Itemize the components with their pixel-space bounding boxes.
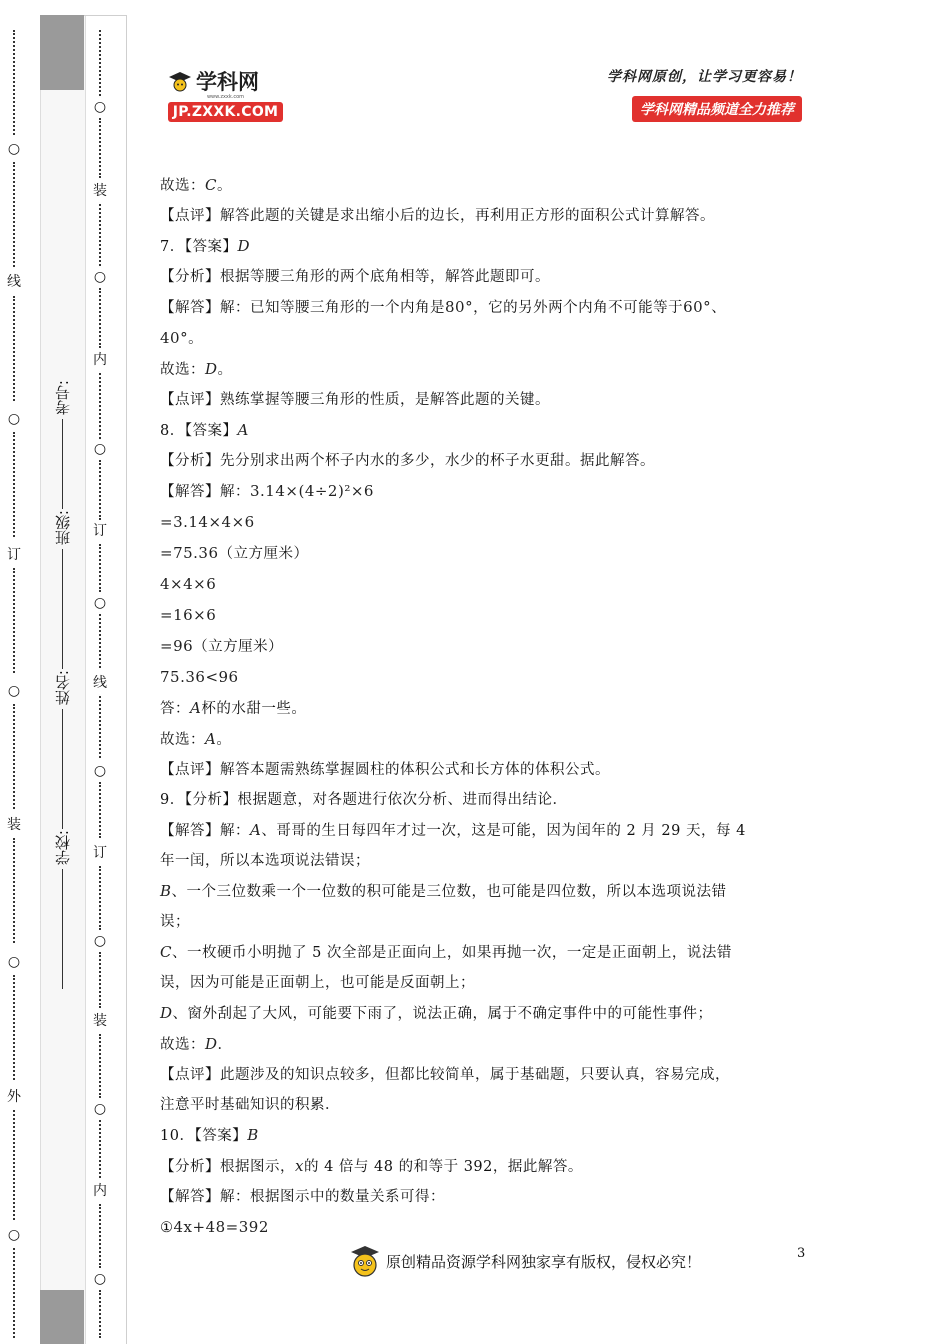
content-line [160, 354, 810, 385]
name-label: 姓名: [53, 670, 72, 706]
binding-right-border [126, 15, 127, 1344]
math-expression: 75.36<96 [160, 668, 239, 686]
exam-number-field[interactable] [44, 380, 80, 509]
line-text: 9．【分析】根据题意，对各题进行依次分析、进而得出结论． [160, 792, 568, 808]
line-text: 【分析】根据等腰三角形的两个底角相等，解答此题即可。 [160, 269, 550, 285]
binding-band-cap-top [40, 15, 84, 90]
school-label: 学校: [53, 830, 72, 866]
inner-mark-circle: ○ [93, 933, 107, 949]
inner-mark-circle: ○ [93, 595, 107, 611]
class-field[interactable] [44, 510, 80, 669]
math-expression: A [190, 699, 202, 717]
inner-mark-zhuang: 装 [93, 1013, 107, 1029]
line-text: 杯的水甜一些。 [201, 701, 307, 717]
content-line [160, 415, 810, 446]
math-expression: x [295, 1157, 304, 1175]
slogan-text: 学科网原创，让学习更容易！ [607, 69, 802, 85]
content-line [160, 1060, 810, 1090]
math-expression: A [205, 730, 217, 748]
math-expression: D [237, 237, 251, 255]
page-header [160, 60, 810, 130]
content-line [160, 1151, 810, 1182]
inner-mark-zhuang: 装 [93, 183, 107, 199]
outer-mark-circle: ○ [7, 141, 21, 157]
logo-url: www.zxxk.com [206, 94, 245, 100]
math-expression: 4x+48=392 [173, 1218, 269, 1236]
header-slogan [607, 66, 802, 122]
class-label: 班级: [53, 510, 72, 546]
recommend-badge: 学科网精品频道全力推荐 [632, 96, 802, 122]
line-text: 故选： [160, 362, 205, 378]
line-text: 10．【答案】 [160, 1128, 248, 1144]
class-underline [62, 549, 63, 669]
line-text: 【点评】解答此题的关键是求出缩小后的边长，再利用正方形的面积公式计算解答。 [160, 208, 715, 224]
outer-mark-xian: 线 [7, 274, 21, 290]
math-expression: 40° [160, 329, 189, 347]
line-text: 。 [217, 362, 233, 378]
content-line [160, 662, 810, 693]
zxxk-logo[interactable] [168, 66, 283, 122]
line-text: 、一个三位数乘一个一位数的积可能是三位数，也可能是四位数，所以本选项说法错 [171, 884, 727, 900]
math-expression: 80° [445, 298, 474, 316]
content-line [160, 693, 810, 724]
content-line [160, 446, 810, 476]
content-line [160, 785, 810, 815]
line-text: 【点评】此题涉及的知识点较多，但都比较简单，属于基础题，只要认真，容易完成， [160, 1067, 730, 1083]
name-field[interactable] [44, 670, 80, 829]
content-line [160, 876, 810, 907]
line-text: ． [217, 1037, 233, 1053]
line-text: 【分析】根据图示， [160, 1159, 295, 1175]
content-line [160, 323, 810, 354]
graduation-cap-icon [168, 70, 192, 92]
line-text: 故选： [160, 178, 205, 194]
inner-mark-nei: 内 [93, 1183, 107, 1199]
outer-dotted-line [4, 0, 24, 1344]
line-text: 年一闰，所以本选项说法错误； [160, 853, 370, 869]
math-expression: 4×4×6 [160, 575, 217, 593]
inner-mark-circle: ○ [93, 269, 107, 285]
inner-mark-ding: 订 [93, 523, 107, 539]
outer-mark-circle: ○ [7, 683, 21, 699]
content-line [160, 1120, 810, 1151]
math-expression: =75.36 [160, 544, 219, 562]
mascot-icon [350, 1245, 380, 1277]
math-expression: A [250, 821, 262, 839]
line-text: 。 [216, 178, 232, 194]
line-text: 误，因为可能是正面朝上，也可能是反面朝上； [160, 975, 475, 991]
name-underline [62, 709, 63, 829]
outer-mark-zhuang: 装 [7, 817, 21, 833]
content-line [160, 600, 810, 631]
inner-dotted-line [90, 0, 110, 1344]
outer-mark-ding: 订 [7, 547, 21, 563]
line-text: 。 [188, 331, 204, 347]
line-text: 注意平时基础知识的积累． [160, 1097, 340, 1113]
content-line [160, 507, 810, 538]
page-footer [0, 1240, 950, 1300]
line-text: 7．【答案】 [160, 239, 238, 255]
math-expression: =16×6 [160, 606, 217, 624]
page-number: 3 [797, 1246, 806, 1261]
school-field[interactable] [44, 830, 80, 989]
exam-number-label: 考号: [53, 380, 72, 416]
content-line [160, 998, 810, 1029]
math-expression: D [205, 360, 218, 378]
school-underline [62, 869, 63, 989]
math-expression: B [247, 1126, 259, 1144]
line-text: 【解答】解： [160, 823, 250, 839]
content-line [160, 815, 810, 846]
content-line [160, 476, 810, 507]
content-line [160, 385, 810, 415]
content-line [160, 569, 810, 600]
inner-mark-circle: ○ [93, 441, 107, 457]
line-text: 【分析】先分别求出两个杯子内水的多少，水少的杯子水更甜。据此解答。 [160, 453, 655, 469]
outer-mark-circle: ○ [7, 1227, 21, 1243]
line-text: 的 4 倍与 48 的和等于 392，据此解答。 [303, 1159, 583, 1175]
content-line [160, 1090, 810, 1120]
answer-content [160, 170, 810, 1243]
content-line [160, 907, 810, 937]
content-line [160, 201, 810, 231]
line-text: 误； [160, 914, 190, 930]
copyright-text: 原创精品资源学科网独家享有版权，侵权必究！ [386, 1252, 702, 1271]
content-line [160, 1182, 810, 1212]
outer-mark-wai: 外 [7, 1089, 21, 1105]
line-text: 、一枚硬币小明抛了 5 次全部是正面向上，如果再抛一次，一定是正面朝上，说法错 [171, 945, 732, 961]
content-line [160, 292, 810, 323]
math-expression: B [160, 882, 172, 900]
logo-domain: JP.ZXXK.COM [168, 102, 283, 122]
content-line [160, 231, 810, 262]
content-line [160, 631, 810, 662]
math-expression: C [160, 943, 172, 961]
outer-mark-circle: ○ [7, 411, 21, 427]
inner-mark-nei: 内 [93, 352, 107, 368]
content-line [160, 724, 810, 755]
line-text: （立方厘米） [218, 546, 309, 562]
math-expression: A [237, 421, 249, 439]
math-expression: D [160, 1004, 173, 1022]
inner-mark-ding: 订 [93, 845, 107, 861]
line-text: 故选： [160, 1037, 205, 1053]
content-line [160, 1212, 810, 1243]
content-line [160, 262, 810, 292]
line-text: 答： [160, 701, 190, 717]
line-text: 8．【答案】 [160, 423, 238, 439]
inner-mark-circle: ○ [93, 1101, 107, 1117]
line-text: （立方厘米） [193, 639, 284, 655]
math-expression: 60° [683, 298, 712, 316]
line-text: 【解答】解：已知等腰三角形的一个内角是 [160, 300, 445, 316]
content-line [160, 538, 810, 569]
inner-mark-xian: 线 [93, 675, 107, 691]
logo-text: 学科网 [196, 70, 259, 94]
line-text: ① [160, 1220, 174, 1236]
outer-mark-circle: ○ [7, 954, 21, 970]
inner-mark-circle: ○ [93, 99, 107, 115]
content-line [160, 968, 810, 998]
math-expression: 3.14×(4÷2)²×6 [250, 482, 374, 500]
inner-mark-circle: ○ [93, 1271, 107, 1287]
binding-strip [0, 0, 126, 1344]
line-text: 、窗外刮起了大风，可能要下雨了，说法正确，属于不确定事件中的可能性事件； [172, 1006, 713, 1022]
line-text: 【点评】熟练掌握等腰三角形的性质，是解答此题的关键。 [160, 392, 550, 408]
content-line [160, 1029, 810, 1060]
line-text: 、哥哥的生日每四年才过一次，这是可能，因为闰年的 2 月 29 天，每 4 [261, 823, 746, 839]
content-line [160, 846, 810, 876]
line-text: 、 [711, 300, 727, 316]
content-line [160, 755, 810, 785]
line-text: 【点评】解答本题需熟练掌握圆柱的体积公式和长方体的体积公式。 [160, 762, 610, 778]
line-text: 。 [216, 732, 232, 748]
math-expression: D [205, 1035, 218, 1053]
math-expression: C [205, 176, 217, 194]
content-line [160, 937, 810, 968]
inner-mark-circle: ○ [93, 763, 107, 779]
content-line [160, 170, 810, 201]
math-expression: =3.14×4×6 [160, 513, 255, 531]
line-text: 故选： [160, 732, 205, 748]
line-text: ，它的另外两个内角不可能等于 [473, 300, 684, 316]
line-text: 【解答】解：根据图示中的数量关系可得： [160, 1189, 445, 1205]
line-text: 【解答】解： [160, 484, 250, 500]
math-expression: =96 [160, 637, 194, 655]
exam-number-underline [62, 419, 63, 509]
